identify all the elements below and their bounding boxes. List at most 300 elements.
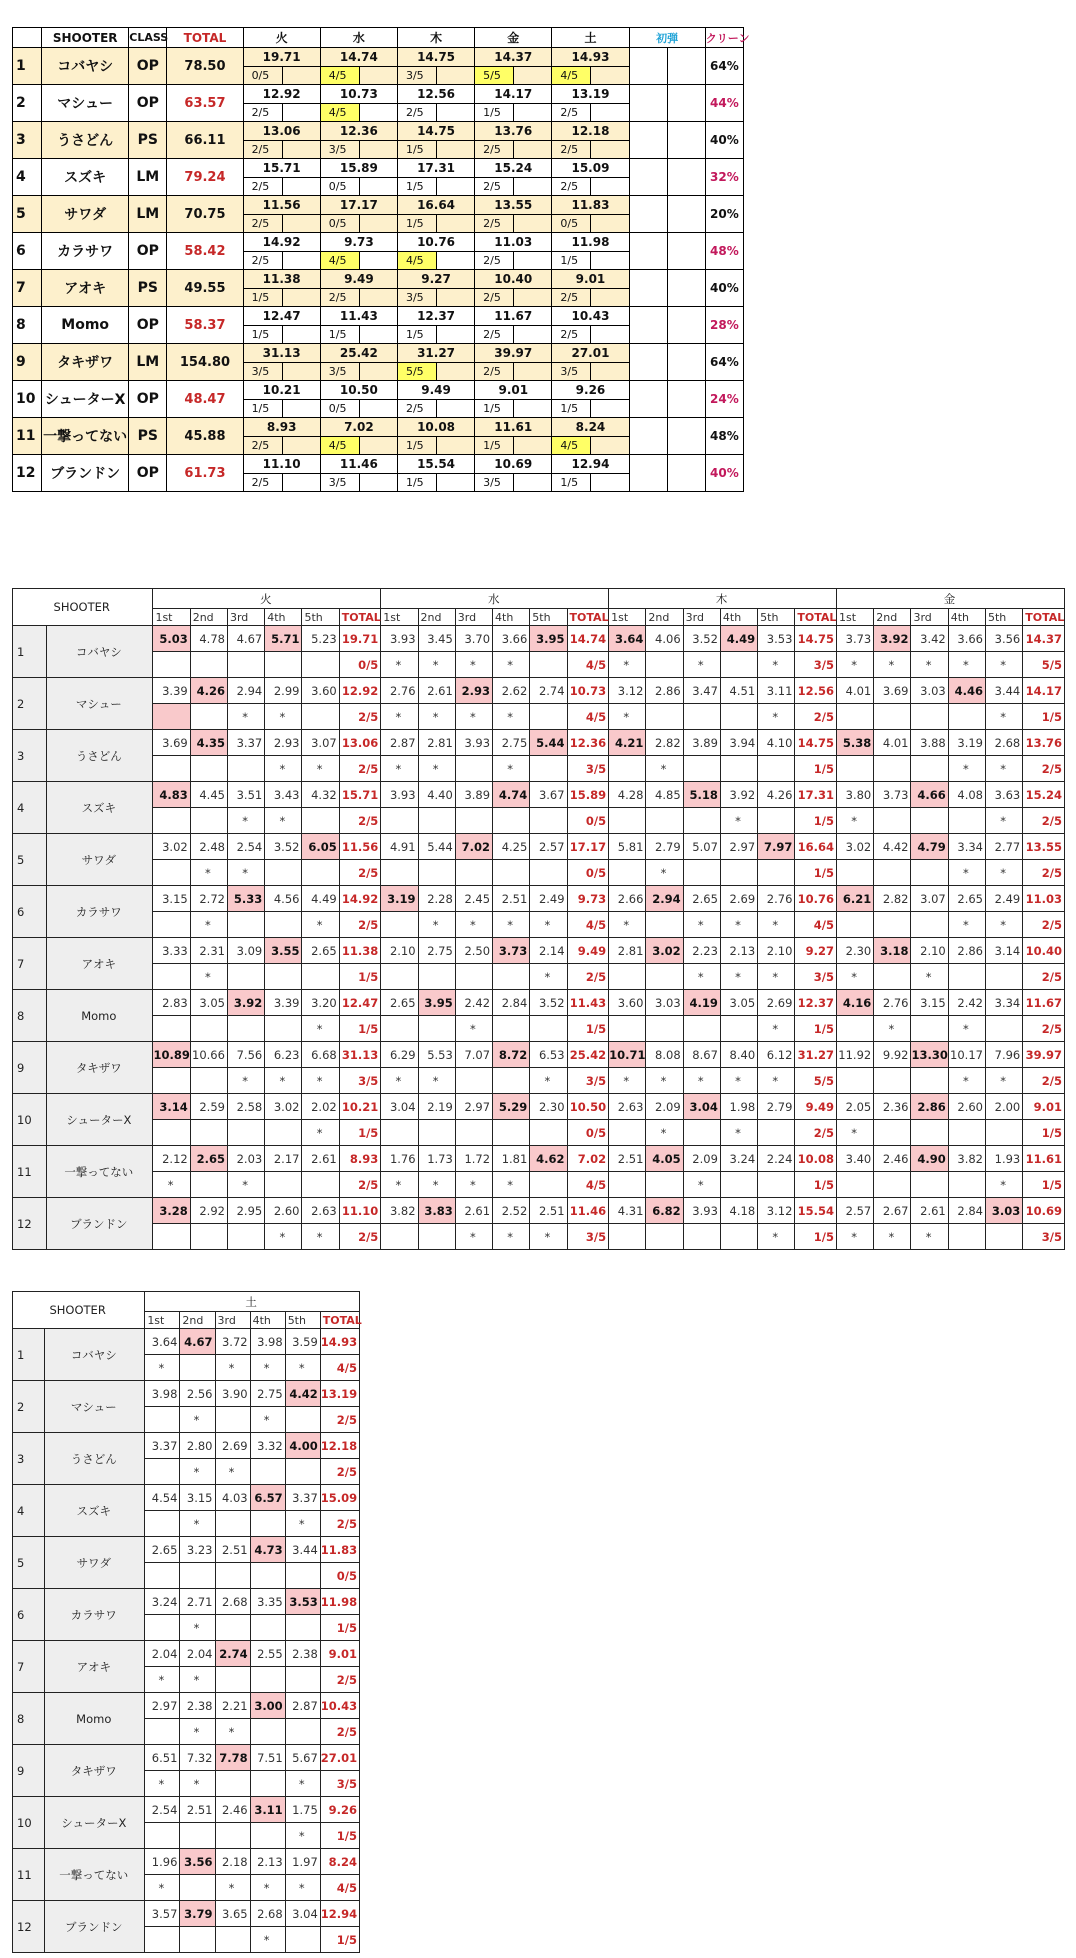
split-time-cell: 2.74 [215, 1641, 250, 1667]
day-count-cell: 0/5 [320, 215, 359, 233]
split-time-cell: 3.15 [180, 1485, 215, 1511]
split-rank: 9 [13, 1042, 47, 1094]
split-time-cell: 2.00 [985, 1094, 1022, 1120]
split-shooter-name: ブランドン [47, 1198, 153, 1250]
split-day-count: 4/5 [567, 652, 609, 678]
hit-mark-cell [646, 704, 683, 730]
day-count-cell: 2/5 [320, 289, 359, 307]
split-time-cell: 8.08 [646, 1042, 683, 1068]
split-time-cell: 2.84 [948, 1198, 985, 1224]
split-time-cell: 4.35 [190, 730, 227, 756]
hit-mark-cell [153, 1068, 190, 1094]
day-count-cell: 1/5 [475, 437, 514, 455]
hit-mark-cell: * [455, 652, 492, 678]
hit-mark-cell [455, 964, 492, 990]
split-time-cell: 3.02 [836, 834, 873, 860]
hit-mark-cell [646, 964, 683, 990]
split-day-total: 39.97 [1023, 1042, 1065, 1068]
day-count-cell: 1/5 [397, 437, 436, 455]
header-clean: クリーン [705, 28, 743, 48]
day-count-blank [359, 141, 397, 159]
summary-header-row [13, 28, 744, 48]
class-cell: OP [129, 233, 167, 270]
split-time-cell: 3.69 [153, 730, 190, 756]
split-time-cell: 3.07 [911, 886, 948, 912]
hit-mark-cell: * [646, 1068, 683, 1094]
split-time-cell: 2.58 [227, 1094, 264, 1120]
split-rank: 6 [13, 1589, 45, 1641]
split-day-count: 2/5 [320, 1719, 359, 1745]
split-time-cell: 4.32 [302, 782, 339, 808]
hit-mark-cell: * [190, 964, 227, 990]
day-count-blank [282, 252, 320, 270]
day-count-cell: 1/5 [397, 178, 436, 196]
hit-mark-cell [381, 1224, 418, 1250]
total-cell: 48.47 [167, 381, 243, 418]
hit-mark-cell [153, 1016, 190, 1042]
day-count-cell: 2/5 [243, 104, 282, 122]
hit-mark-cell [215, 1823, 250, 1849]
split-time-cell: 1.96 [145, 1849, 180, 1875]
hit-mark-cell [911, 860, 948, 886]
day-count-cell: 0/5 [320, 400, 359, 418]
shodan-cell [667, 122, 705, 159]
split-time-cell: 4.08 [948, 782, 985, 808]
split-time-cell: 3.39 [265, 990, 302, 1016]
split-day-total: 10.73 [567, 678, 609, 704]
split-time-cell: 4.62 [530, 1146, 567, 1172]
split-time-cell: 7.07 [455, 1042, 492, 1068]
split-time-cell: 5.33 [227, 886, 264, 912]
hit-mark-cell [948, 1172, 985, 1198]
split-time-cell: 2.94 [227, 678, 264, 704]
split-time-cell: 7.32 [180, 1745, 215, 1771]
hit-mark-cell [455, 808, 492, 834]
day-time-cell: 11.46 [320, 455, 397, 474]
day-count-blank [514, 141, 552, 159]
split-time-cell: 2.66 [609, 886, 646, 912]
day-time-cell: 10.21 [243, 381, 320, 400]
split-time-cell: 4.46 [948, 678, 985, 704]
split-time-cell: 4.67 [227, 626, 264, 652]
split-day-total: 17.31 [795, 782, 837, 808]
split-col-header: 5th [285, 1312, 320, 1329]
hit-mark-cell [302, 964, 339, 990]
hit-mark-cell [153, 1224, 190, 1250]
split-day-header: 金 [836, 589, 1064, 609]
hit-mark-cell [418, 808, 455, 834]
day-time-cell: 12.37 [397, 307, 474, 326]
hit-mark-cell [250, 1719, 285, 1745]
split-day-total: 14.93 [320, 1329, 359, 1355]
split-shooter-name: コバヤシ [45, 1329, 145, 1381]
clean-rate-cell: 40% [705, 122, 743, 159]
split-time-cell: 3.67 [530, 782, 567, 808]
split-col-header: 3rd [455, 609, 492, 626]
split-rank: 10 [13, 1797, 45, 1849]
hit-mark-cell [190, 1016, 227, 1042]
split-time-cell: 3.14 [985, 938, 1022, 964]
split-time-cell: 4.73 [250, 1537, 285, 1563]
hit-mark-cell [381, 912, 418, 938]
split-row [13, 938, 1065, 964]
split-day-total: 14.74 [567, 626, 609, 652]
hit-mark-cell: * [530, 912, 567, 938]
hit-mark-cell [874, 912, 911, 938]
split-time-cell: 2.86 [646, 678, 683, 704]
total-cell: 78.50 [167, 48, 243, 85]
day-count-cell: 2/5 [475, 215, 514, 233]
split-row [13, 1485, 360, 1511]
split-time-cell: 2.61 [302, 1146, 339, 1172]
split-shooter-name: スズキ [47, 782, 153, 834]
day-count-blank [437, 252, 475, 270]
hit-mark-cell [302, 1172, 339, 1198]
split-day-total: 10.76 [795, 886, 837, 912]
day-count-cell: 1/5 [243, 400, 282, 418]
split-day-total: 10.50 [567, 1094, 609, 1120]
total-cell: 61.73 [167, 455, 243, 492]
hit-mark-cell [646, 808, 683, 834]
hit-mark-cell: * [285, 1771, 320, 1797]
split-time-cell: 3.03 [985, 1198, 1022, 1224]
split-time-cell: 3.37 [145, 1433, 180, 1459]
split-time-cell: 2.69 [720, 886, 757, 912]
split-time-cell: 5.71 [265, 626, 302, 652]
day-count-blank [359, 178, 397, 196]
day-time-cell: 15.89 [320, 159, 397, 178]
day-count-cell: 1/5 [552, 400, 591, 418]
split-time-cell: 3.52 [265, 834, 302, 860]
hit-mark-cell: * [683, 1172, 720, 1198]
day-count-blank [514, 178, 552, 196]
hit-mark-cell [250, 1771, 285, 1797]
day-count-blank [282, 474, 320, 492]
split-time-cell: 2.51 [530, 1198, 567, 1224]
shooter-name: シューターX [42, 381, 129, 418]
hit-mark-cell: * [646, 756, 683, 782]
split-col-header: 1st [381, 609, 418, 626]
split-time-cell: 3.92 [227, 990, 264, 1016]
hit-mark-cell: * [381, 652, 418, 678]
split-time-cell: 2.49 [985, 886, 1022, 912]
split-shooter-name: Momo [47, 990, 153, 1042]
hit-mark-cell: * [381, 756, 418, 782]
header-day-3: 金 [475, 28, 552, 48]
day-count-blank [437, 474, 475, 492]
split-time-cell: 3.15 [153, 886, 190, 912]
hit-mark-cell [418, 860, 455, 886]
hit-mark-cell: * [285, 1823, 320, 1849]
day-count-blank [514, 215, 552, 233]
hit-mark-cell: * [836, 808, 873, 834]
split-rank: 8 [13, 990, 47, 1042]
split-col-header: 2nd [190, 609, 227, 626]
split-time-cell: 2.76 [381, 678, 418, 704]
hit-mark-cell [302, 860, 339, 886]
day-count-cell: 2/5 [552, 178, 591, 196]
split-time-cell: 4.10 [758, 730, 795, 756]
day-count-cell: 2/5 [475, 178, 514, 196]
split-shooter-name: カラサワ [47, 886, 153, 938]
day-count-blank [359, 215, 397, 233]
hit-mark-cell [381, 1120, 418, 1146]
hit-mark-cell [530, 860, 567, 886]
shodan-cell [667, 233, 705, 270]
hit-mark-cell [530, 756, 567, 782]
split-row [13, 990, 1065, 1016]
hit-mark-cell [418, 964, 455, 990]
day-count-cell: 3/5 [397, 289, 436, 307]
split-time-cell: 3.37 [227, 730, 264, 756]
shodan-cell [667, 159, 705, 196]
hit-mark-cell [609, 964, 646, 990]
split-header-shooter: SHOOTER [13, 589, 153, 626]
split-time-cell: 3.14 [153, 1094, 190, 1120]
split-time-cell: 2.93 [455, 678, 492, 704]
split-time-cell: 4.66 [911, 782, 948, 808]
hit-mark-cell: * [418, 704, 455, 730]
split-rank: 8 [13, 1693, 45, 1745]
day-time-cell: 25.42 [320, 344, 397, 363]
split-rank: 6 [13, 886, 47, 938]
hit-mark-cell: * [493, 1172, 530, 1198]
split-time-cell: 8.72 [493, 1042, 530, 1068]
split-day-total: 10.08 [795, 1146, 837, 1172]
split-time-cell: 2.51 [215, 1537, 250, 1563]
day-count-blank [514, 363, 552, 381]
day-count-blank [514, 289, 552, 307]
day-time-cell: 10.08 [397, 418, 474, 437]
hit-mark-cell: * [455, 1016, 492, 1042]
hit-mark-cell [720, 1224, 757, 1250]
split-col-header: 4th [250, 1312, 285, 1329]
class-cell: OP [129, 85, 167, 122]
split-time-cell: 3.94 [720, 730, 757, 756]
hit-mark-cell [948, 1120, 985, 1146]
split-time-cell: 4.05 [646, 1146, 683, 1172]
clean-rate-cell: 64% [705, 48, 743, 85]
hit-mark-cell [683, 1120, 720, 1146]
hit-mark-cell: * [758, 1224, 795, 1250]
hit-mark-cell: * [302, 1120, 339, 1146]
split-time-cell: 3.88 [911, 730, 948, 756]
split-time-cell: 3.18 [874, 938, 911, 964]
day-count-blank [359, 252, 397, 270]
split-time-cell: 3.79 [180, 1901, 215, 1927]
split-day-total: 9.27 [795, 938, 837, 964]
split-rank: 11 [13, 1146, 47, 1198]
split-time-cell: 2.09 [683, 1146, 720, 1172]
split-time-cell: 3.47 [683, 678, 720, 704]
split-time-cell: 2.60 [948, 1094, 985, 1120]
hit-mark-cell: * [302, 1224, 339, 1250]
day-count-cell: 1/5 [320, 326, 359, 344]
hit-mark-cell [530, 704, 567, 730]
hit-mark-cell [836, 704, 873, 730]
split-row [13, 834, 1065, 860]
split-day-count: 1/5 [320, 1927, 359, 1953]
hit-mark-cell: * [153, 1172, 190, 1198]
hit-mark-cell [153, 652, 190, 678]
split-rank: 3 [13, 1433, 45, 1485]
split-time-cell: 3.92 [874, 626, 911, 652]
day-time-cell: 10.69 [475, 455, 552, 474]
day-time-cell: 31.27 [397, 344, 474, 363]
hit-mark-cell [874, 1172, 911, 1198]
split-time-cell: 2.02 [302, 1094, 339, 1120]
hit-mark-cell [145, 1563, 180, 1589]
shodan-cell [667, 418, 705, 455]
shodan-cell [667, 85, 705, 122]
hit-mark-cell [381, 808, 418, 834]
hit-mark-cell: * [381, 1068, 418, 1094]
day-count-blank [591, 104, 629, 122]
hit-mark-cell: * [683, 1068, 720, 1094]
split-col-header: TOTAL [795, 609, 837, 626]
split-time-cell: 2.60 [265, 1198, 302, 1224]
split-time-cell: 3.04 [381, 1094, 418, 1120]
day-count-blank [282, 104, 320, 122]
hit-mark-cell [911, 1172, 948, 1198]
day-time-cell: 10.43 [552, 307, 629, 326]
hit-mark-cell: * [227, 1068, 264, 1094]
hit-mark-cell [285, 1719, 320, 1745]
hit-mark-cell [911, 756, 948, 782]
hit-mark-cell [720, 1172, 757, 1198]
split-time-cell: 6.57 [250, 1485, 285, 1511]
split-day-header: 木 [609, 589, 837, 609]
split-time-cell: 2.51 [180, 1797, 215, 1823]
split-time-cell: 2.12 [153, 1146, 190, 1172]
hit-mark-cell: * [948, 1068, 985, 1094]
hit-mark-cell: * [493, 912, 530, 938]
day-time-cell: 10.50 [320, 381, 397, 400]
split-time-cell: 2.10 [911, 938, 948, 964]
rank-cell: 10 [13, 381, 42, 418]
split-day-count: 4/5 [320, 1355, 359, 1381]
class-cell: PS [129, 418, 167, 455]
day-count-cell: 2/5 [475, 289, 514, 307]
split-day-count: 2/5 [320, 1407, 359, 1433]
split-time-cell: 4.78 [190, 626, 227, 652]
split-day-total: 11.98 [320, 1589, 359, 1615]
split-day-count: 2/5 [339, 1224, 381, 1250]
split-time-cell: 2.77 [985, 834, 1022, 860]
hit-mark-cell [758, 860, 795, 886]
split-day-total: 12.47 [339, 990, 381, 1016]
split-time-cell: 3.64 [609, 626, 646, 652]
split-day-total: 11.46 [567, 1198, 609, 1224]
split-time-cell: 3.19 [381, 886, 418, 912]
split-day-total: 10.69 [1023, 1198, 1065, 1224]
hit-mark-cell [180, 1875, 215, 1901]
split-shooter-name: うさどん [45, 1433, 145, 1485]
hit-mark-cell: * [190, 860, 227, 886]
split-time-cell: 3.34 [948, 834, 985, 860]
split-time-cell: 6.51 [145, 1745, 180, 1771]
hit-mark-cell [609, 808, 646, 834]
hit-mark-cell: * [180, 1667, 215, 1693]
day-count-cell: 1/5 [397, 326, 436, 344]
split-time-cell: 2.55 [250, 1641, 285, 1667]
shodan-cell [629, 381, 667, 418]
split-time-cell: 4.51 [720, 678, 757, 704]
header-class: CLASS [129, 28, 167, 48]
split-time-cell: 1.98 [720, 1094, 757, 1120]
shodan-cell [629, 196, 667, 233]
day-count-cell: 2/5 [243, 141, 282, 159]
hit-mark-cell: * [758, 652, 795, 678]
split-shooter-name: うさどん [47, 730, 153, 782]
split-time-cell: 3.95 [418, 990, 455, 1016]
hit-mark-cell: * [145, 1875, 180, 1901]
day-count-blank [591, 141, 629, 159]
split-shooter-name: スズキ [45, 1485, 145, 1537]
split-day-count: 2/5 [320, 1511, 359, 1537]
split-time-cell: 2.46 [215, 1797, 250, 1823]
hit-mark-cell [418, 1016, 455, 1042]
hit-mark-cell: * [265, 1224, 302, 1250]
hit-mark-cell: * [530, 1068, 567, 1094]
split-day-total: 13.55 [1023, 834, 1065, 860]
summary-row [13, 122, 744, 141]
total-cell: 79.24 [167, 159, 243, 196]
hit-mark-cell [250, 1511, 285, 1537]
day-count-blank [514, 326, 552, 344]
split-time-cell: 3.63 [985, 782, 1022, 808]
split-col-header: TOTAL [339, 609, 381, 626]
split-time-cell: 3.34 [985, 990, 1022, 1016]
day-time-cell: 10.40 [475, 270, 552, 289]
hit-mark-cell [227, 1224, 264, 1250]
split-col-header: 5th [302, 609, 339, 626]
shooter-name: コバヤシ [42, 48, 129, 85]
split-time-cell: 2.67 [874, 1198, 911, 1224]
split-time-cell: 2.56 [180, 1381, 215, 1407]
hit-mark-cell: * [609, 704, 646, 730]
split-day-total: 11.38 [339, 938, 381, 964]
hit-mark-cell [911, 808, 948, 834]
split-day-count: 4/5 [567, 1172, 609, 1198]
split-day-total: 15.09 [320, 1485, 359, 1511]
hit-mark-cell: * [227, 860, 264, 886]
split-time-cell: 5.23 [302, 626, 339, 652]
split-time-cell: 6.68 [302, 1042, 339, 1068]
split-mark-row [13, 964, 1065, 990]
hit-mark-cell [302, 704, 339, 730]
split-time-cell: 3.11 [250, 1797, 285, 1823]
day-count-blank [437, 178, 475, 196]
hit-mark-cell: * [180, 1719, 215, 1745]
rank-cell: 5 [13, 196, 42, 233]
shodan-cell [629, 48, 667, 85]
split-rank: 2 [13, 1381, 45, 1433]
split-time-cell: 3.32 [250, 1433, 285, 1459]
split-time-cell: 5.29 [493, 1094, 530, 1120]
shooter-name: サワダ [42, 196, 129, 233]
split-time-cell: 2.97 [455, 1094, 492, 1120]
day-time-cell: 11.67 [475, 307, 552, 326]
hit-mark-cell [530, 1172, 567, 1198]
split-shooter-name: タキザワ [47, 1042, 153, 1094]
hit-mark-cell: * [720, 1068, 757, 1094]
split-rank: 5 [13, 834, 47, 886]
split-time-cell: 5.07 [683, 834, 720, 860]
split-day-count: 2/5 [1023, 912, 1065, 938]
day-count-cell: 3/5 [243, 363, 282, 381]
hit-mark-cell: * [720, 912, 757, 938]
